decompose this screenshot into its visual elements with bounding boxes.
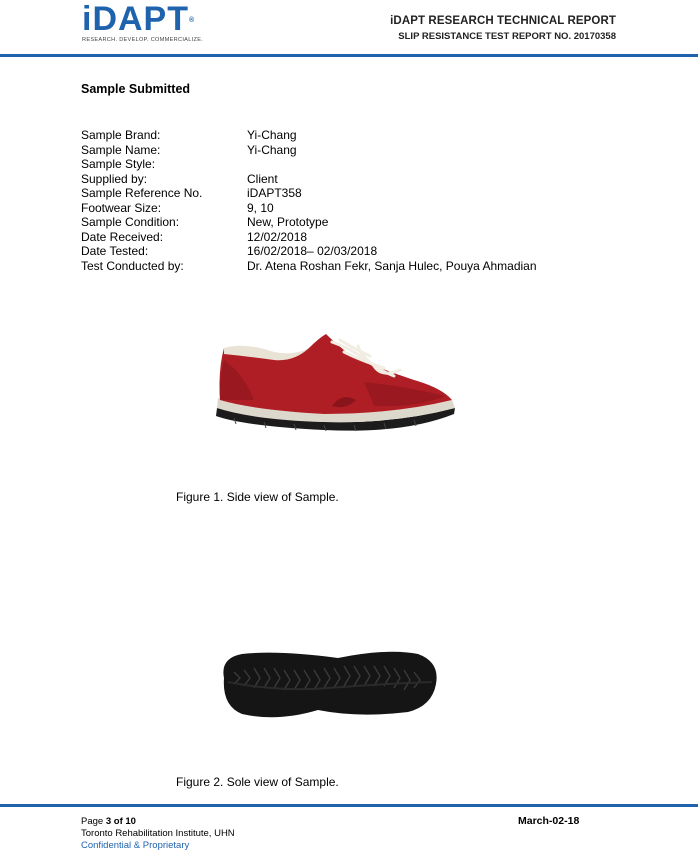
field-row-tested <box>81 244 537 259</box>
footer-rule <box>0 804 698 807</box>
report-header <box>390 15 616 42</box>
institute-name: Toronto Rehabilitation Institute, UHN <box>81 828 235 839</box>
report-number: SLIP RESISTANCE TEST REPORT NO. 20170358 <box>398 31 616 42</box>
field-value: Dr. Atena Roshan Fekr, Sanja Hulec, Pouya Ahmadian <box>247 258 537 273</box>
field-value: Yi-Chang <box>247 128 297 142</box>
field-row-size <box>81 201 537 216</box>
page-indicator: Page 3 of 10 <box>81 816 136 827</box>
field-label: Sample Style: <box>81 157 156 171</box>
idapt-logo <box>82 0 204 46</box>
field-row-conducted <box>81 259 537 274</box>
field-label: Footwear Size: <box>81 200 162 215</box>
figure-2-caption: Figure 2. Sole view of Sample. <box>176 775 339 789</box>
sample-details <box>81 128 537 273</box>
confidential-notice: Confidential & Proprietary <box>81 840 190 851</box>
logo-registered-mark: ® <box>189 17 196 24</box>
field-row-condition <box>81 215 537 230</box>
field-row-style <box>81 157 537 172</box>
report-title: iDAPT RESEARCH TECHNICAL REPORT <box>390 15 616 27</box>
shoe-side-view-image <box>214 330 458 440</box>
footer-info <box>81 816 235 852</box>
field-label: Supplied by: <box>81 171 148 186</box>
field-label: Test Conducted by: <box>81 258 184 273</box>
field-row-received <box>81 230 537 245</box>
field-label: Date Received: <box>81 229 164 244</box>
field-row-name <box>81 143 537 158</box>
field-value: 16/02/2018– 02/03/2018 <box>247 244 378 258</box>
figure-1-caption: Figure 1. Side view of Sample. <box>176 490 339 504</box>
field-label: Sample Reference No. <box>81 186 203 200</box>
field-label: Sample Brand: <box>81 128 161 142</box>
field-value: iDAPT358 <box>247 186 302 200</box>
field-row-supplied <box>81 172 537 187</box>
shoe-sole-view-image <box>218 648 440 722</box>
field-label: Sample Name: <box>81 142 161 157</box>
field-value: Yi-Chang <box>247 142 297 157</box>
header-rule <box>0 54 698 57</box>
footer-date: March-02-18 <box>518 815 580 827</box>
field-value: New, Prototype <box>247 215 329 229</box>
field-label: Sample Condition: <box>81 215 180 229</box>
field-value: 9, 10 <box>247 200 274 215</box>
field-label: Date Tested: <box>81 244 149 258</box>
field-row-reference <box>81 186 537 201</box>
logo-wordmark: iDAPT <box>82 0 189 38</box>
logo-tagline: RESEARCH. DEVELOP. COMMERCIALIZE. <box>82 37 204 43</box>
field-row-brand <box>81 128 537 143</box>
field-value: Client <box>247 171 278 186</box>
section-title: Sample Submitted <box>81 82 191 96</box>
field-value: 12/02/2018 <box>247 229 308 244</box>
